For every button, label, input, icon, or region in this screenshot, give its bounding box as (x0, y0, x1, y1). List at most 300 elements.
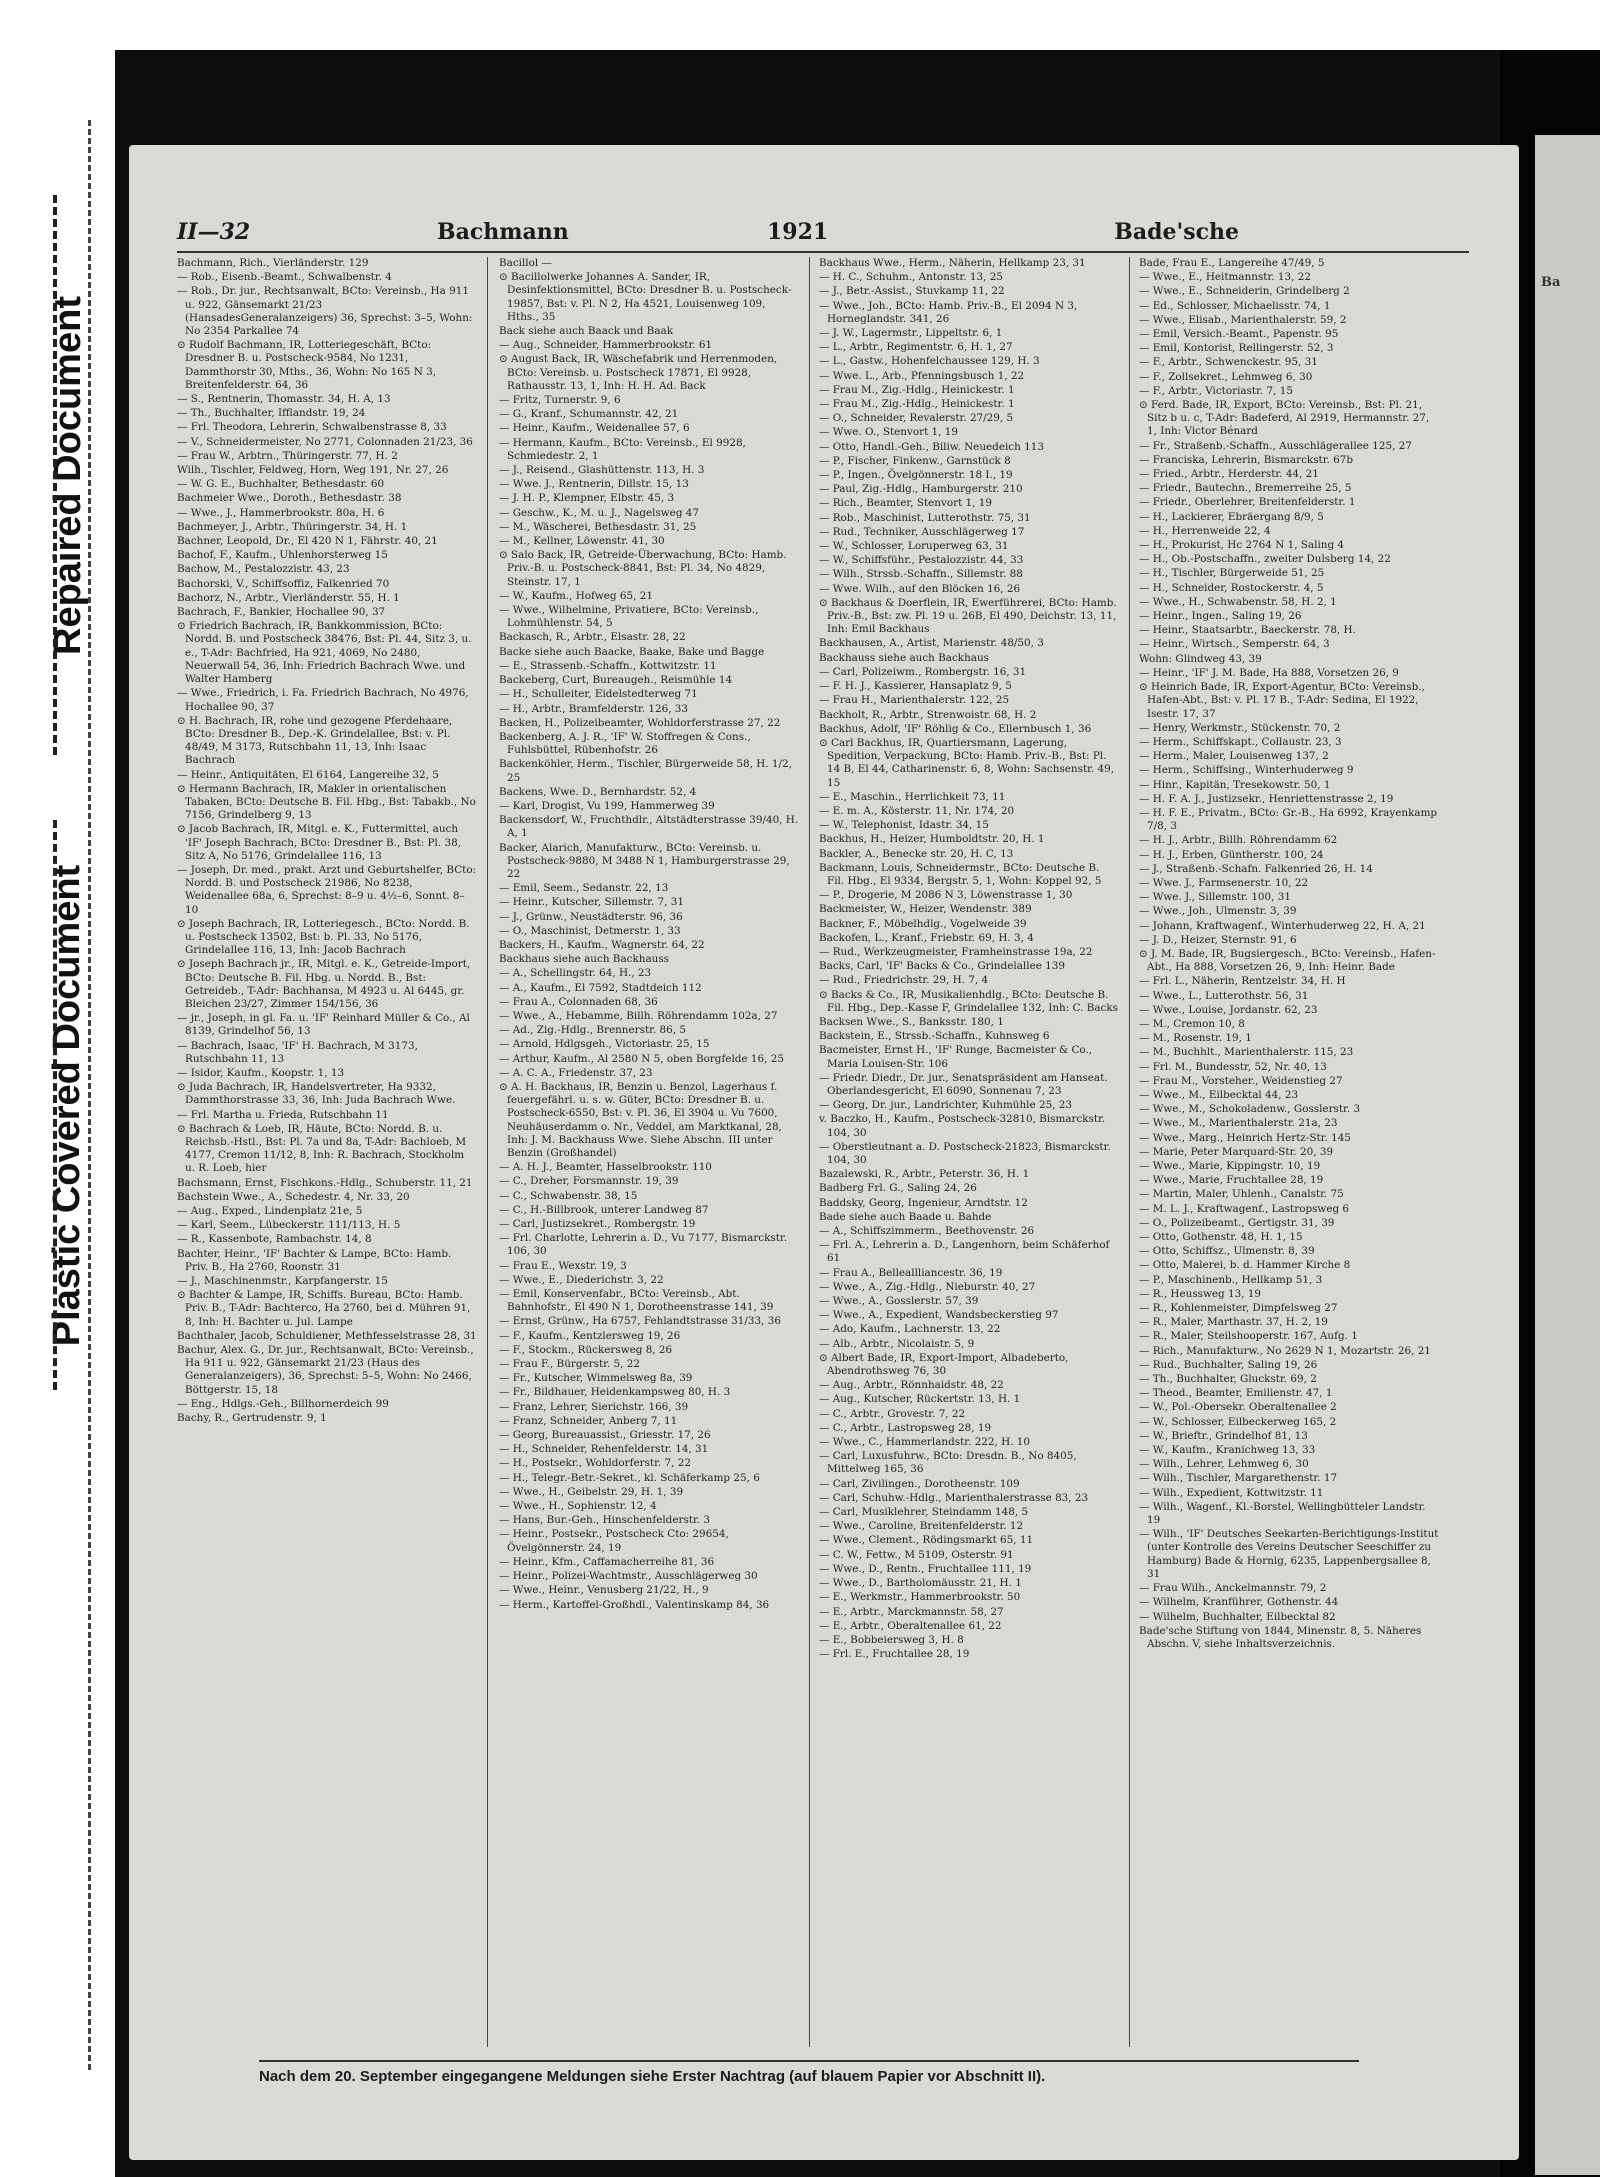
directory-entry: — Wwe., E., Diederichstr. 3, 22 (499, 1273, 664, 1286)
directory-entry: — Wilhelm, Kranführer, Gothenstr. 44 (1139, 1596, 1339, 1609)
directory-entry: — R., Kohlenmeister, Dimpfelsweg 27 (1139, 1302, 1338, 1315)
directory-entry: — Otto, Schiffsz., Ulmenstr. 8, 39 (1139, 1245, 1315, 1258)
directory-entry: Backner, F., Möbelhdlg., Vogelweide 39 (819, 917, 1027, 930)
directory-entry: Backers, H., Kaufm., Wagnerstr. 64, 22 (499, 938, 705, 951)
plastic-covered-label (18, 820, 118, 1390)
directory-entry: — Otto, Handl.-Geh., Biliw. Neuedeich 113 (819, 440, 1044, 453)
directory-entry: Backenberg, A. J. R., 'IF' W. Stoffregen & Cons., Fuhlsbüttel, Rübenhofstr. 26 (499, 730, 751, 757)
directory-entry: — Fr., Bildhauer, Heidenkampsweg 80, H. 3 (499, 1386, 731, 1399)
directory-entry: — Carl, Schuhw.-Hdlg., Marienthalerstrasse 83, 23 (819, 1491, 1089, 1504)
directory-entry: — Heinr., 'IF' J. M. Bade, Ha 888, Vorsetzen 26, 9 (1139, 666, 1399, 679)
adjacent-page (1535, 135, 1600, 2175)
directory-entry: — Heinr., Antiquitäten, El 6164, Langereihe 32, 5 (177, 768, 439, 781)
directory-entry: — Wwe., H., Schwabenstr. 58, H. 2, 1 (1139, 595, 1337, 608)
directory-entry: Bacillol — (499, 257, 552, 269)
directory-entry: — Carl, Luxusfuhrw., BCto: Dresdn. B., No 8405, Mittelweg 165, 36 (819, 1450, 1077, 1476)
directory-entry: — Th., Buchhalter, Ifflandstr. 19, 24 (177, 407, 366, 420)
directory-entry: — Bachrach, Isaac, 'IF' H. Bachrach, M 3173, Rutschbahn 11, 13 (177, 1039, 418, 1065)
directory-entry: — Frau A., Colonnaden 68, 36 (499, 995, 658, 1008)
directory-entry: — H., Ob.-Postschaffn., zweiter Dulsberg 14, 22 (1139, 553, 1391, 566)
adjacent-page-letter: Ba (1541, 275, 1561, 290)
directory-entry: — Carl, Musiklehrer, Steindamm 148, 5 (819, 1506, 1029, 1519)
directory-entry: — A., Kaufm., El 7592, Stadtdeich 112 (499, 981, 702, 994)
directory-entry: Bachof, F., Kaufm., Uhlenhorsterweg 15 (177, 549, 388, 562)
header-left-keyword: Bachmann (437, 219, 569, 245)
directory-entry: Bade'sche Stiftung von 1844, Minenstr. 8, 5. Näheres Abschn. V, siehe Inhaltsverzeichnis. (1139, 1624, 1422, 1650)
directory-entry: — Wwe. J., Farmsenerstr. 10, 22 (1139, 876, 1309, 889)
directory-entry: — Wwe., Heinr., Venusberg 21/22, H., 9 (499, 1584, 709, 1597)
directory-entry: — Marie, Peter Marquard-Str. 20, 39 (1139, 1145, 1334, 1158)
repaired-document-text: Repaired Document (46, 295, 89, 655)
directory-entry: — Frau W., Arbtrn., Thüringerstr. 77, H. 2 (177, 449, 398, 462)
directory-entry: Bachur, Alex. G., Dr. jur., Rechtsanwalt, BCto: Vereinsb., Ha 911 u. 922, Gänsemarkt 21/23 (Haus des Generalanzeigers), 36, Sprechst: 5–5, Wohn: No 2466, Böttgerstr. 15, 18 (177, 1344, 474, 1396)
directory-entry: — E., Maschin., Herrlichkeit 73, 11 (819, 790, 1006, 803)
directory-entry: Bachthaler, Jacob, Schuldiener, Methfesselstrasse 28, 31 (177, 1329, 477, 1342)
directory-entry: Backeberg, Curt, Bureaugeh., Reismühle 14 (499, 674, 733, 687)
directory-entry: — Wwe., Joh., Ulmenstr. 3, 39 (1139, 905, 1297, 918)
directory-entry: ⊙ Heinrich Bade, IR, Export-Agentur, BCto: Vereinsb., Hafen-Abt., Bst: v. Pl. 17 B., T-Adr: Sedina, El 1922, Isestr. 17, 37 (1139, 681, 1425, 720)
directory-entry: — Heinr., Postsekr., Postscheck Cto: 29654, Övelgönnerstr. 24, 19 (499, 1528, 729, 1554)
directory-entry: — Wwe., Joh., BCto: Hamb. Priv.-B., El 2094 N 3, Horneglandstr. 341, 26 (819, 299, 1078, 325)
directory-entry: — V., Schneidermeister, No 2771, Colonnaden 21/23, 36 (177, 435, 473, 448)
directory-entry: Baddsky, Georg, Ingenieur, Arndtstr. 12 (819, 1196, 1028, 1209)
directory-entry: — H. F. E., Privatm., BCto: Gr.-B., Ha 6992, Krayenkamp 7/8, 3 (1139, 806, 1438, 833)
directory-entry: Wilh., Tischler, Feldweg, Horn, Weg 191, Nr. 27, 26 (177, 464, 449, 477)
directory-column-4 (1139, 257, 1439, 2037)
directory-entry: — M., Cremon 10, 8 (1139, 1017, 1245, 1030)
directory-entry: — Arnold, Hdlgsgeh., Victoriastr. 25, 15 (499, 1038, 710, 1051)
directory-entry: — H., Lackierer, Ebräergang 8/9, 5 (1139, 510, 1324, 523)
directory-entry: — Wilh., 'IF' Deutsches Seekarten-Berichtigungs-Institut (unter Kontrolle des Vereins Deutscher Seeschiffer zu Hamburg) Bade & Hornig, 6235, Lappenbergsallee 8, 31 (1139, 1528, 1439, 1580)
directory-entry: — Friedr., Bautechn., Bremerreihe 25, 5 (1139, 482, 1352, 495)
directory-entry: — Franz, Schneider, Anberg 7, 11 (499, 1414, 678, 1427)
directory-entry: — Rob., Maschinist, Lutterothstr. 75, 31 (819, 511, 1031, 524)
directory-entry: — Ad., Zig.-Hdlg., Brennerstr. 86, 5 (499, 1024, 686, 1037)
directory-entry: — Franz, Lehrer, Sierichstr. 166, 39 (499, 1400, 689, 1413)
directory-entry: ⊙ Juda Bachrach, IR, Handelsvertreter, Ha 9332, Dammthorstrasse 33, 36, Inh: Juda Bachrach Wwe. (177, 1081, 456, 1107)
repaired-bracket (53, 195, 57, 755)
directory-entry: — Rob., Eisenb.-Beamt., Schwalbenstr. 4 (177, 271, 392, 284)
directory-entry: ⊙ Hermann Bachrach, IR, Makler in orientalischen Tabaken, BCto: Deutsche B. Fil. Hbg., Bst: Tabakb., No 7156, Grindelberg 9, 13 (177, 782, 476, 822)
directory-entry: — C., Dreher, Forsmannstr. 19, 39 (499, 1175, 679, 1188)
directory-entry: — Rich., Manufakturw., No 2629 N 1, Mozartstr. 26, 21 (1139, 1344, 1431, 1357)
directory-entry: — Fr., Kutscher, Wimmelsweg 8a, 39 (499, 1372, 693, 1385)
directory-entry: — Frau E., Wexstr. 19, 3 (499, 1259, 627, 1272)
directory-entry: — Heinr., Ingen., Saling 19, 26 (1139, 610, 1302, 623)
document-photo (115, 50, 1600, 2177)
directory-entry: Backhausen, A., Artist, Marienstr. 48/50, 3 (819, 637, 1044, 650)
directory-entry: — Geschw., K., M. u. J., Nagelsweg 47 (499, 506, 699, 519)
directory-entry: Backhaus siehe auch Backhauss (499, 953, 669, 966)
directory-entry: — W., Schiffsführ., Pestalozzistr. 44, 33 (819, 554, 1024, 567)
directory-entry: ⊙ Bachrach & Loeb, IR, Häute, BCto: Nordd. B. u. Reichsb.-Hstl., Bst: Pl. 7a und 8a, T-Adr: Bachloeb, M 4177, Cremon 11/12, 8, Inh: R. Bachrach, Stockholm u. R. Loeb, hier (177, 1122, 467, 1175)
directory-entry: — M., Kellner, Löwenstr. 41, 30 (499, 535, 665, 548)
directory-entry: — Wwe., Caroline, Breitenfelderstr. 12 (819, 1520, 1024, 1533)
directory-entry: ⊙ Albert Bade, IR, Export-Import, Albadeberto, Abendrothsweg 76, 30 (819, 1351, 1069, 1378)
directory-entry: Bachmeyer, J., Arbtr., Thüringerstr. 34, H. 1 (177, 520, 408, 533)
directory-entry: — E., Strassenb.-Schaffn., Kottwitzstr. 11 (499, 659, 717, 672)
directory-entry: v. Baczko, H., Kaufm., Postscheck-32810, Bismarckstr. 104, 30 (819, 1113, 1106, 1139)
directory-entry: — F., Zollsekret., Lehmweg 6, 30 (1139, 370, 1313, 383)
directory-entry: Bachorz, N., Arbtr., Vierländerstr. 55, H. 1 (177, 591, 400, 604)
directory-entry: — C., H.-Billbrook, unterer Landweg 87 (499, 1203, 709, 1216)
directory-entry: — Heinr., Kfm., Caffamacherreihe 81, 36 (499, 1555, 715, 1568)
directory-entry: — E., Arbtr., Oberaltenallee 61, 22 (819, 1619, 1002, 1632)
directory-entry: — C., Schwabenstr. 38, 15 (499, 1189, 638, 1202)
directory-entry: — F. H. J., Kassierer, Hansaplatz 9, 5 (819, 680, 1012, 693)
repaired-document-label (18, 195, 118, 755)
margin-divider (88, 120, 91, 2070)
directory-entry: — Wwe., E., Schneiderin, Grindelberg 2 (1139, 285, 1350, 298)
directory-entry: — A. H. J., Beamter, Hasselbrookstr. 110 (499, 1161, 712, 1174)
directory-entry: — A. C. A., Friedenstr. 37, 23 (499, 1066, 653, 1079)
directory-entry: Badberg Frl. G., Saling 24, 26 (819, 1182, 977, 1195)
directory-entry: — Theod., Beamter, Emilienstr. 47, 1 (1139, 1387, 1333, 1400)
directory-entry: Backholt, R., Arbtr., Strenwoistr. 68, H. 2 (819, 708, 1037, 721)
directory-entry: — P., Fischer, Finkenw., Garnstück 8 (819, 454, 1011, 467)
directory-entry: — Frau Wilh., Anckelmannstr. 79, 2 (1139, 1582, 1327, 1595)
directory-entry: — Oberstleutnant a. D. Postscheck-21823, Bismarckstr. 104, 30 (819, 1140, 1111, 1166)
directory-entry: — F., Kaufm., Kentzlersweg 19, 26 (499, 1329, 681, 1342)
directory-entry: — Emil, Seem., Sedanstr. 22, 13 (499, 882, 669, 895)
directory-entry: — E., Arbtr., Marckmannstr. 58, 27 (819, 1605, 1004, 1618)
directory-entry: — Emil, Kontorist, Rellingerstr. 52, 3 (1139, 342, 1334, 355)
directory-entry: ⊙ Backhaus & Doerflein, IR, Ewerführerei, BCto: Hamb. Priv.-B., Bst: zw. Pl. 19 u. 26B, El 490, Deichstr. 13, 11, Inh: Emil Backhaus (819, 596, 1117, 636)
directory-entry: — M. L. J., Kraftwagenf., Lastropsweg 6 (1139, 1202, 1350, 1215)
directory-entry: — Wwe., Wilhelmine, Privatiere, BCto: Vereinsb., Lohmühlenstr. 54, 5 (499, 604, 759, 630)
directory-entry: — Frau M., Zig.-Hdlg., Heinickestr. 1 (819, 383, 1015, 396)
directory-entry: ⊙ H. Bachrach, IR, rohe und gezogene Pferdehaare, BCto: Dresdner B., Dep.-K. Grindelallee, Bst: v. Pl. 48/49, M 3173, Rutschbahn 11, 13, Inh: Isaac Bachrach (177, 714, 453, 767)
directory-entry: — Ernst, Grünw., Ha 6757, Fehlandtstrasse 31/33, 36 (499, 1315, 781, 1328)
directory-entry: Wohn: Glindweg 43, 39 (1139, 652, 1262, 665)
directory-entry: — Wwe., Marie, Kippingstr. 10, 19 (1139, 1160, 1321, 1172)
directory-entry: — Frau M., Zig.-Hdlg., Heinickestr. 1 (819, 398, 1015, 411)
directory-entry: — Rich., Beamter, Stenvort 1, 19 (819, 497, 992, 510)
directory-entry: — M., Wäscherei, Bethesdastr. 31, 25 (499, 520, 697, 533)
directory-entry: — E., Bobbeiersweg 3, H. 8 (819, 1633, 964, 1646)
directory-entry: — S., Rentnerin, Thomasstr. 34, H. A, 13 (177, 393, 391, 406)
directory-entry: — Frau F., Bürgerstr. 5, 22 (499, 1358, 640, 1371)
directory-entry: — R., Maler, Marthastr. 37, H. 2, 19 (1139, 1316, 1328, 1329)
directory-entry: — F., Stockm., Rückersweg 8, 26 (499, 1343, 673, 1356)
directory-entry: Bazalewski, R., Arbtr., Peterstr. 36, H. 1 (819, 1168, 1030, 1181)
directory-entry: ⊙ Salo Back, IR, Getreide-Überwachung, BCto: Hamb. Priv.-B. u. Postscheck-8841, Bst: Pl. 34, No 4829, Steinstr. 17, 1 (499, 549, 787, 588)
directory-entry: — O., Polizeibeamt., Gertigstr. 31, 39 (1139, 1216, 1335, 1229)
directory-entry: — Wwe., M., Marienthalerstr. 21a, 23 (1139, 1117, 1338, 1130)
directory-entry: — P., Ingen., Övelgönnerstr. 18 I., 19 (819, 469, 1013, 482)
directory-page (129, 145, 1519, 2160)
directory-entry: — Frau M., Vorsteher., Weidenstieg 27 (1139, 1074, 1343, 1087)
directory-column-3 (819, 257, 1119, 2037)
directory-entry: — H., Schneider, Rehenfelderstr. 14, 31 (499, 1443, 709, 1456)
directory-entry: — W., Schlosser, Loruperweg 63, 31 (819, 540, 1009, 553)
directory-entry: — Fr., Straßenb.-Schaffn., Ausschlägerallee 125, 27 (1139, 439, 1412, 452)
directory-entry: — Frl. M., Bundesstr, 52, Nr. 40, 13 (1139, 1060, 1327, 1073)
directory-entry: — Franciska, Lehrerin, Bismarckstr. 67b (1139, 453, 1354, 466)
directory-entry: — Fried., Arbtr., Herderstr. 44, 21 (1139, 468, 1319, 481)
directory-entry: — Wwe., A., Hebamme, Billh. Röhrendamm 102a, 27 (499, 1009, 778, 1022)
directory-entry: — C., Arbtr., Grovestr. 7, 22 (819, 1407, 966, 1420)
directory-entry: Bachorski, V., Schiffsoffiz, Falkenried 70 (177, 577, 390, 590)
directory-entry: — Frl. Martha u. Frieda, Rutschbahn 11 (177, 1108, 389, 1121)
directory-entry: — Carl, Polizeiwm., Rombergstr. 16, 31 (819, 665, 1027, 678)
directory-entry: — Ed., Schlosser, Michaelisstr. 74, 1 (1139, 299, 1331, 312)
directory-entry: — Heinr., Kutscher, Sillemstr. 7, 31 (499, 896, 684, 909)
directory-entry: — M., Rosenstr. 19, 1 (1139, 1032, 1252, 1045)
directory-entry: — F., Arbtr., Victoriastr. 7, 15 (1139, 384, 1293, 397)
directory-entry: — Wwe., D., Bartholomäusstr. 21, H. 1 (819, 1577, 1022, 1590)
directory-entry: — H. J., Arbtr., Billh. Röhrendamm 62 (1139, 834, 1338, 847)
directory-entry: — Aug., Schneider, Hammerbrookstr. 61 (499, 339, 713, 352)
directory-entry: — Paul, Zig.-Hdlg., Hamburgerstr. 210 (819, 483, 1023, 496)
directory-entry: — Joseph, Dr. med., prakt. Arzt und Geburtshelfer, BCto: Nordd. B. und Postscheck 21986, No 8238, Weidenallee 68a, 6, Sprechst: 8–9 u. 4½–6, Sonnt. 8–10 (177, 863, 477, 916)
directory-entry: — Wilhelm, Buchhalter, Eilbecktal 82 (1139, 1610, 1336, 1623)
directory-entry: — Herm., Schiffskapt., Collaustr. 23, 3 (1139, 735, 1342, 748)
directory-entry: ⊙ Bacillolwerke Johannes A. Sander, IR, Desinfektionsmittel, BCto: Dresdner B. u. Postscheck-19857, Bst: v. Pl. N 2, Ha 4521, Louisenweg 109, Hths., 35 (499, 271, 792, 323)
column-rule (1129, 257, 1130, 2047)
directory-entry: — Wwe., H., Sophienstr. 12, 4 (499, 1500, 657, 1513)
header-year: 1921 (767, 219, 829, 245)
directory-entry: — J., Betr.-Assist., Stuvkamp 11, 22 (819, 285, 1005, 298)
directory-entry: — H., Tischler, Bürgerweide 51, 25 (1139, 567, 1325, 580)
directory-entry: — Heinr., Staatsarbtr., Baeckerstr. 78, H. (1139, 624, 1356, 637)
directory-entry: Backenköhler, Herm., Tischler, Bürgerweide 58, H. 1/2, 25 (499, 758, 792, 784)
directory-entry: Bachrach, F., Bankier, Hochallee 90, 37 (177, 606, 386, 619)
directory-entry: — Georg, Bureauassist., Griesstr. 17, 26 (499, 1429, 711, 1442)
directory-entry: Backens, Wwe. D., Bernhardstr. 52, 4 (499, 785, 697, 798)
directory-entry: — J. D., Heizer, Sternstr. 91, 6 (1139, 933, 1297, 946)
directory-entry: — P., Maschinenb., Hellkamp 51, 3 (1139, 1273, 1323, 1286)
directory-entry: — Hinr., Kapitän, Tresekowstr. 50, 1 (1139, 778, 1331, 791)
directory-entry: — H., Prokurist, Hc 2764 N 1, Saling 4 (1139, 539, 1345, 552)
directory-entry: — Martin, Maler, Uhlenh., Canalstr. 75 (1139, 1188, 1344, 1201)
directory-entry: — Eng., Hdlgs.-Geh., Billhornerdeich 99 (177, 1397, 389, 1410)
directory-entry: — Heinr., Polizei-Wachtmstr., Ausschlägerweg 30 (499, 1570, 758, 1583)
directory-entry: — Hermann, Kaufm., BCto: Vereinsb., El 9928, Schmiedestr. 2, 1 (499, 436, 746, 462)
directory-entry: Backensdorf, W., Fruchthdlr., Altstädterstrasse 39/40, H. A, 1 (499, 814, 799, 840)
directory-entry: — Wwe., A., Expedient, Wandsbeckerstieg 97 (819, 1309, 1059, 1322)
directory-entry: Bachmeier Wwe., Doroth., Bethesdastr. 38 (177, 492, 402, 505)
directory-entry: — Wwe., Clement., Rödingsmarkt 65, 11 (819, 1534, 1034, 1547)
directory-entry: — Henry, Werkmstr., Stückenstr. 70, 2 (1139, 721, 1341, 734)
directory-entry: — Fritz, Turnerstr. 9, 6 (499, 394, 621, 407)
directory-entry: ⊙ Rudolf Bachmann, IR, Lotteriegeschäft, BCto: Dresdner B. u. Postscheck-9584, No 1231, Dammthorstr 30, Mths., 36, Wohn: No 165 N 3, Breitenfelderstr. 64, 36 (177, 339, 437, 391)
directory-entry: Bade siehe auch Baade u. Bahde (819, 1210, 992, 1223)
directory-entry: Backen, H., Polizeibeamter, Wohldorferstrasse 27, 22 (499, 716, 781, 729)
directory-entry: — O., Maschinist, Detmerstr. 1, 33 (499, 924, 681, 937)
directory-entry: — W., Pol.-Obersekr. Oberaltenallee 2 (1139, 1401, 1337, 1414)
directory-entry: — Carl, Zivilingen., Dorotheenstr. 109 (819, 1477, 1020, 1490)
directory-entry: — Frl. L., Näherin, Rentzelstr. 34, H. H (1139, 975, 1346, 988)
directory-entry: Backler, A., Benecke str. 20, H. C, 13 (819, 847, 1014, 860)
directory-entry: — Emil, Versich.-Beamt., Papenstr. 95 (1139, 328, 1339, 341)
directory-entry: — Rud., Techniker, Ausschlägerweg 17 (819, 525, 1025, 538)
directory-entry: — P., Drogerie, M 2086 N 3, Löwenstrasse 1, 30 (819, 889, 1073, 902)
directory-entry: — Th., Buchhalter, Gluckstr. 69, 2 (1139, 1373, 1317, 1386)
directory-entry: ⊙ Ferd. Bade, IR, Export, BCto: Vereinsb., Bst: Pl. 21, Sitz b u. c, T-Adr: Badeferd, Al 2919, Hermannstr. 27, 1, Inh: Victor Bénard (1139, 399, 1430, 438)
directory-entry: — Rob., Dr. jur., Rechtsanwalt, BCto: Vereinsb., Ha 911 u. 922, Gänsemarkt 21/23 (HansadesGeneralanzeigers) 36, Sprechst: 3–5, Wohn: No 2354 Parkallee 74 (177, 285, 473, 338)
directory-entry: — Wwe., Elisab., Marienthalerstr. 59, 2 (1139, 313, 1347, 326)
directory-entry: — Wilh., Tischler, Margarethenstr. 17 (1139, 1472, 1338, 1485)
directory-entry: ⊙ Joseph Bachrach jr., IR, Mitgl. e. K., Getreide-Import, BCto: Deutsche B. Fil. Hbg. u. Nordd. B., Bst: Getreideb., T-Adr: Bachhansa, M 4923 u. Al 6445, gr. Bleichen 23/27, Zimmer 154/156, 36 (177, 958, 471, 1010)
directory-entry: ⊙ Jacob Bachrach, IR, Mitgl. e. K., Futtermittel, auch 'IF' Joseph Bachrach, BCto: Dresdner B., Bst: Pl. 38, Sitz A, No 5176, Grindelallee 116, 13 (177, 823, 461, 862)
directory-entry: Backmeister, W., Heizer, Wendenstr. 389 (819, 903, 1032, 916)
directory-entry: — R., Kassenbote, Rambachstr. 14, 8 (177, 1233, 372, 1246)
directory-entry: Bachmann, Rich., Vierländerstr. 129 (177, 257, 369, 269)
directory-entry: — Wwe., Louise, Jordanstr. 62, 23 (1139, 1003, 1318, 1016)
directory-column-1 (177, 257, 477, 2037)
directory-entry: — G., Kranf., Schumannstr. 42, 21 (499, 408, 679, 421)
directory-entry: — M., Buchhlt., Marienthalerstr. 115, 23 (1139, 1046, 1354, 1059)
directory-entry: — W., Brieftr., Grindelhof 81, 13 (1139, 1429, 1308, 1442)
directory-entry: — W., Kaufm., Kranichweg 13, 33 (1139, 1444, 1316, 1457)
directory-entry: — H. J., Erben, Güntherstr. 100, 24 (1139, 848, 1324, 861)
directory-entry: — Rud., Buchhalter, Saling 19, 26 (1139, 1358, 1318, 1371)
directory-entry: — Frau A., Belleallliancestr. 36, 19 (819, 1266, 1003, 1279)
column-rule (487, 257, 488, 2047)
directory-entry: ⊙ Bachter & Lampe, IR, Schiffs. Bureau, BCto: Hamb. Priv. B., T-Adr: Bachterco, Ha 2760, bei d. Mühren 91, 8, Inh: H. Bachter u. Jul. Lampe (177, 1289, 471, 1328)
directory-entry: — Wwe., D., Rentn., Fruchtallee 111, 19 (819, 1562, 1032, 1575)
directory-entry: — Rud., Werkzeugmeister, Framheinstrasse 19a, 22 (819, 945, 1093, 958)
directory-entry: — J. W., Lagermstr., Lippeltstr. 6, 1 (819, 327, 1003, 340)
directory-entry: — C. W., Fettw., M 5109, Osterstr. 91 (819, 1548, 1014, 1561)
directory-entry: Backer, Alarich, Manufakturw., BCto: Vereinsb. u. Postscheck-9880, M 3488 N 1, Hamburgerstrasse 29, 22 (499, 841, 790, 880)
directory-entry: — Wwe., L., Lutterothstr. 56, 31 (1139, 989, 1309, 1002)
directory-entry: Bachow, M., Pestalozzistr. 43, 23 (177, 563, 350, 576)
directory-entry: Backs, Carl, 'IF' Backs & Co., Grindelallee 139 (819, 960, 1066, 973)
directory-entry: — Wwe. Wilh., auf den Blöcken 16, 26 (819, 582, 1021, 595)
directory-entry: — Frl. E., Fruchtallee 28, 19 (819, 1648, 970, 1661)
directory-entry: ⊙ A. H. Backhaus, IR, Benzin u. Benzol, Lagerhaus f. feuergefährl. u. s. w. Güter, BCto: Dresdner B. u. Postscheck-6550, Bst: v. Pl. 36, El 3904 u. Vu 7600, Neuhäuserdamm o. Nr., Veddel, am Marktkanal, 28, Inh: J. M. Backhauss Wwe. Siehe Abschn. III unter Benzin (Großhandel) (499, 1080, 782, 1159)
directory-entry: — J., Grünw., Neustädterstr. 96, 36 (499, 910, 683, 923)
directory-entry: — Wwe. L., Arb., Pfenningsbusch 1, 22 (819, 369, 1025, 382)
directory-entry: — jr., Joseph, in gl. Fa. u. 'IF' Reinhard Müller & Co., Al 8139, Grindelhof 56, 13 (177, 1012, 470, 1038)
directory-entry: Backhaus Wwe., Herm., Näherin, Hellkamp 23, 31 (819, 257, 1086, 269)
directory-entry: — E. m. A., Kösterstr. 11, Nr. 174, 20 (819, 804, 1015, 817)
directory-entry: — Wwe., A., Gosslerstr. 57, 39 (819, 1295, 979, 1308)
directory-entry: — H., Arbtr., Bramfelderstr. 126, 33 (499, 702, 689, 715)
directory-entry: — W., Schlosser, Eilbeckerweg 165, 2 (1139, 1415, 1337, 1428)
directory-entry: Bachner, Leopold, Dr., El 420 N 1, Fährstr. 40, 21 (177, 535, 438, 548)
directory-entry: Backe siehe auch Baacke, Baake, Bake und Bagge (499, 645, 765, 658)
footer-note: Nach dem 20. September eingegangene Meldungen siehe Erster Nachtrag (auf blauem Papier vor Abschnitt II). (259, 2060, 1359, 2085)
directory-entry: — Wilh., Lehrer, Lehmweg 6, 30 (1139, 1458, 1309, 1471)
directory-entry: — C., Arbtr., Lastropsweg 28, 19 (819, 1421, 992, 1434)
directory-entry: — H., Telegr.-Betr.-Sekret., kl. Schäferkamp 25, 6 (499, 1471, 760, 1484)
directory-entry: — Wwe. J., Rentnerin, Dillstr. 15, 13 (499, 478, 689, 491)
directory-entry: — Friedr. Diedr., Dr. jur., Senatspräsident am Hanseat. Oberlandesgericht, El 6090, Sonnenau 7, 23 (819, 1071, 1108, 1097)
directory-entry: — W. G. E., Buchhalter, Bethesdastr. 60 (177, 478, 385, 491)
directory-entry: — H. C., Schuhm., Antonstr. 13, 25 (819, 271, 1003, 284)
directory-entry: — F., Arbtr., Schwenckestr. 95, 31 (1139, 356, 1318, 369)
directory-entry: — Aug., Exped., Lindenplatz 21e, 5 (177, 1205, 363, 1218)
directory-entry: Bachstein Wwe., A., Schedestr. 4, Nr. 33, 20 (177, 1190, 410, 1203)
directory-column-2 (499, 257, 799, 2037)
directory-entry: Backasch, R., Arbtr., Elsastr. 28, 22 (499, 631, 686, 644)
page-header (177, 213, 1469, 253)
directory-entry: Bade, Frau E., Langereihe 47/49, 5 (1139, 257, 1325, 269)
directory-entry: — Isidor, Kaufm., Koopstr. 1, 13 (177, 1066, 345, 1079)
directory-entry: Backhus, Adolf, 'IF' Röhlig & Co., Ellernbusch 1, 36 (819, 722, 1092, 735)
directory-entry: — Aug., Arbtr., Rönnhaidstr. 48, 22 (819, 1379, 1004, 1392)
directory-entry: — Aug., Kutscher, Rückertstr. 13, H. 1 (819, 1393, 1021, 1406)
directory-entry: — Otto, Malerei, b. d. Hammer Kirche 8 (1139, 1259, 1351, 1272)
directory-entry: — Wilh., Strssb.-Schaffn., Sillemstr. 88 (819, 568, 1023, 581)
directory-entry: Bachsmann, Ernst, Fischkons.-Hdlg., Schuberstr. 11, 21 (177, 1176, 473, 1189)
directory-entry: Bacmeister, Ernst H., 'IF' Runge, Bacmeister & Co., Maria Louisen-Str. 106 (819, 1044, 1093, 1070)
directory-entry: — Wwe., M., Eilbecktal 44, 23 (1139, 1088, 1299, 1101)
directory-entry: — Emil, Konservenfabr., BCto: Vereinsb., Abt. Bahnhofstr., El 490 N 1, Dorotheenstrasse 141, 39 (499, 1288, 774, 1314)
directory-entry: — Frl. A., Lehrerin a. D., Langenhorn, beim Schäferhof 61 (819, 1239, 1110, 1265)
directory-entry: — Wwe., Marg., Heinrich Hertz-Str. 145 (1139, 1131, 1351, 1144)
directory-entry: — Wilh., Wagenf., Kl.-Borstel, Wellingbütteler Landstr. 19 (1139, 1500, 1426, 1527)
directory-entry: — Karl, Drogist, Vu 199, Hammerweg 39 (499, 799, 715, 812)
directory-entry: — J., Maschinenmstr., Karpfangerstr. 15 (177, 1275, 388, 1288)
directory-entry: — J., Straßenb.-Schafn. Falkenried 26, H. 14 (1139, 862, 1373, 875)
directory-entry: ⊙ August Back, IR, Wäschefabrik und Herrenmoden, BCto: Vereinsb. u. Postscheck 17871, El 9928, Rathausstr. 13, 1, Inh: H. H. Ad. Back (499, 353, 778, 392)
directory-entry: — W., Telephonist, Idastr. 34, 15 (819, 819, 989, 832)
directory-entry: Backmann, Louis, Schneidermstr., BCto: Deutsche B. Fil. Hbg., El 9334, Bergstr. 5, 1, Wohn: Koppel 92, 5 (819, 861, 1102, 887)
directory-entry: Backstein, E., Strssb.-Schaffn., Kuhnsweg 6 (819, 1030, 1050, 1043)
directory-entry: — H., Schulleiter, Eidelstedterweg 71 (499, 688, 698, 701)
directory-entry: — Wwe. J., Sillemstr. 100, 31 (1139, 891, 1291, 904)
directory-entry: — Wwe., H., Geibelstr. 29, H. 1, 39 (499, 1485, 684, 1498)
directory-entry: — L., Gastw., Hohenfelchaussee 129, H. 3 (819, 355, 1040, 368)
directory-entry: — A., Schiffszimmerm., Beethovenstr. 26 (819, 1225, 1035, 1238)
directory-entry: — Wilh., Expedient, Kottwitzstr. 11 (1139, 1486, 1324, 1499)
directory-entry: ⊙ Backs & Co., IR, Musikalienhdlg., BCto: Deutsche B. Fil. Hbg., Dep.-Kasse F, Grindelallee 132, Inh: C. Backs (819, 988, 1118, 1014)
directory-entry: — Herm., Kartoffel-Großhdl., Valentinskamp 84, 36 (499, 1598, 770, 1611)
directory-entry: — Hans, Bur.-Geh., Hinschenfelderstr. 3 (499, 1514, 710, 1527)
directory-entry: — H., Herrenweide 22, 4 (1139, 524, 1271, 537)
directory-entry: — J. H. P., Klempner, Elbstr. 45, 3 (499, 492, 675, 505)
directory-entry: — R., Maler, Steilshooperstr. 167, Aufg. 1 (1139, 1330, 1358, 1343)
directory-entry: — Frl. Charlotte, Lehrerin a. D., Vu 7177, Bismarckstr. 106, 30 (499, 1232, 788, 1258)
directory-entry: — Wwe., Friedrich, i. Fa. Friedrich Bachrach, No 4976, Hochallee 90, 37 (177, 687, 469, 713)
directory-entry: — O., Schneider, Revalerstr. 27/29, 5 (819, 412, 1014, 425)
directory-entry: — A., Schellingstr. 64, H., 23 (499, 967, 652, 980)
plastic-covered-text: Plastic Covered Document (46, 864, 89, 1346)
directory-entry: Backofen, L., Kranf., Friebstr. 69, H. 3, 4 (819, 931, 1034, 944)
directory-entry: — R., Heussweg 13, 19 (1139, 1287, 1262, 1300)
directory-entry: — Heinr., Wirtsch., Semperstr. 64, 3 (1139, 638, 1330, 651)
directory-entry: — E., Werkmstr., Hammerbrookstr. 50 (819, 1591, 1021, 1604)
directory-entry: — Frau H., Marienthalerstr. 122, 25 (819, 694, 1010, 707)
header-right-keyword: Bade'sche (1114, 219, 1239, 245)
directory-entry: — Wwe. O., Stenvort 1, 19 (819, 426, 958, 439)
directory-entry: — W., Kaufm., Hofweg 65, 21 (499, 589, 653, 602)
directory-entry: — Otto, Gothenstr. 48, H. 1, 15 (1139, 1231, 1303, 1244)
directory-entry: — Wwe., E., Heitmannstr. 13, 22 (1139, 271, 1311, 284)
directory-entry: Bachy, R., Gertrudenstr. 9, 1 (177, 1412, 327, 1425)
directory-entry: ⊙ Friedrich Bachrach, IR, Bankkommission, BCto: Nordd. B. und Postscheck 38476, Bst: Pl. 44, Sitz 3, u. e., T-Adr: Bachfried, Ha 921, 4069, No 2480, Neuerwall 54, 36, Inh: Friedrich Bachrach Wwe. und Walter Hamberg (177, 620, 472, 686)
directory-entry: Backhus, H., Heizer, Humboldtstr. 20, H. 1 (819, 833, 1045, 846)
directory-entry: — Friedr., Oberlehrer, Breitenfelderstr. 1 (1139, 496, 1356, 509)
directory-entry: ⊙ Joseph Bachrach, IR, Lotteriegesch., BCto: Nordd. B. u. Postscheck 13502, Bst: b. Pl. 33, No 5176, Grindelallee 116, 13, Inh: Jacob Bachrach (177, 917, 470, 957)
plastic-bracket (53, 820, 57, 1390)
directory-entry: — Rud., Friedrichstr. 29, H. 7, 4 (819, 974, 989, 987)
directory-entry: — Wwe., A., Zig.-Hdlg., Nieburstr. 40, 27 (819, 1280, 1036, 1293)
directory-entry: Backhauss siehe auch Backhaus (819, 651, 989, 664)
directory-entry: — Frl. Theodora, Lehrerin, Schwalbenstrasse 8, 33 (177, 421, 447, 434)
directory-entry: — Wwe., J., Hammerbrookstr. 80a, H. 6 (177, 506, 385, 519)
directory-entry: — Ado, Kaufm., Lachnerstr. 13, 22 (819, 1323, 1001, 1336)
directory-entry: — H., Schneider, Rostockerstr. 4, 5 (1139, 581, 1324, 594)
directory-entry: — Wwe., C., Hammerlandstr. 222, H. 10 (819, 1436, 1031, 1449)
directory-entry: — Wwe., Marie, Fruchtallee 28, 19 (1139, 1174, 1324, 1187)
directory-entry: — Herm., Maler, Louisenweg 137, 2 (1139, 750, 1329, 763)
directory-entry: ⊙ Carl Backhus, IR, Quartiersmann, Lagerung, Spedition, Verpackung, BCto: Hamb. Priv.-B., Bst: Pl. 14 B, El 44, Catharinenstr. 6, 8, Wohn: Sachsenstr. 49, 15 (819, 736, 1115, 789)
